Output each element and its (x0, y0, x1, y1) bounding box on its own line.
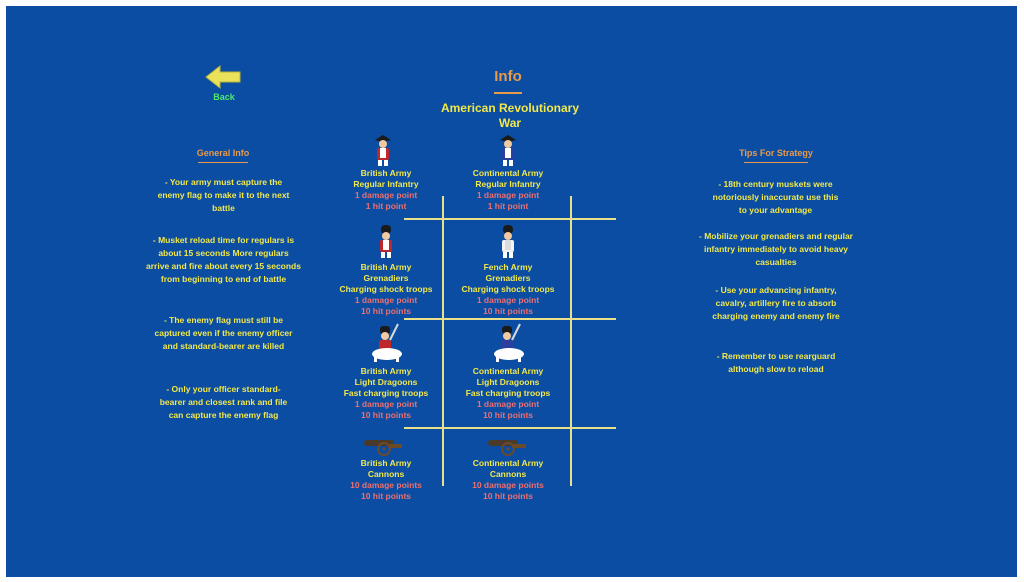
unit-hp: 10 hit points (360, 410, 412, 420)
unit-hp: 10 hit points (482, 491, 534, 501)
tips-paragraph: - Remember to use rearguard although slow to reload (716, 351, 836, 374)
unit-type: Grenadiers (485, 273, 531, 283)
unit-type: Light Dragoons (476, 377, 540, 387)
grid-line-horizontal (404, 218, 616, 220)
unit-type: Cannons (367, 469, 405, 479)
continental-cannon-icon (486, 434, 528, 456)
unit-role: Fast charging troops (465, 388, 551, 398)
unit-name: Continental Army (472, 168, 544, 178)
unit-name: British Army (360, 168, 412, 178)
unit-role: Fast charging troops (343, 388, 429, 398)
info-screen (6, 6, 1017, 577)
unit-card (448, 262, 568, 317)
grid-line-horizontal (404, 318, 616, 320)
unit-damage: 10 damage points (472, 480, 544, 490)
unit-role: Charging shock troops (461, 284, 555, 294)
grid-line-vertical (442, 196, 444, 486)
unit-damage: 1 damage point (476, 190, 540, 200)
unit-card (448, 458, 568, 502)
unit-type: Regular Infantry (475, 179, 541, 189)
general-info-underline (198, 162, 248, 163)
continental-dragoon-icon (490, 322, 528, 362)
unit-card (326, 168, 446, 212)
back-button[interactable] (202, 64, 246, 106)
unit-type: Light Dragoons (354, 377, 418, 387)
page-title: Info (494, 68, 522, 85)
general-info-paragraph: - The enemy flag must still be captured even if the enemy officer and standard-bearer are killed (154, 315, 293, 351)
back-arrow-icon (202, 64, 246, 90)
unit-name: British Army (360, 366, 412, 376)
unit-card (448, 168, 568, 212)
unit-card (326, 366, 446, 421)
unit-hp: 1 hit point (487, 201, 529, 211)
french-grenadier-icon (494, 224, 522, 258)
general-info-paragraph: - Your army must capture the enemy flag to make it to the next battle (157, 177, 290, 213)
unit-card (448, 366, 568, 421)
unit-type: Regular Infantry (353, 179, 419, 189)
title-underline (494, 92, 522, 94)
tips-underline (744, 162, 808, 163)
tips-paragraph: - Use your advancing infantry, cavalry, artillery fire to absorb charging enemy and enemy fire (712, 285, 840, 321)
unit-hp: 1 hit point (365, 201, 407, 211)
unit-type: Grenadiers (363, 273, 409, 283)
unit-damage: 1 damage point (354, 399, 418, 409)
unit-role: Charging shock troops (339, 284, 433, 294)
general-info-paragraph: - Musket reload time for regulars is about 15 seconds More regulars arrive and fire about every 15 seconds from beginning to end of battle (146, 235, 301, 284)
unit-name: British Army (360, 262, 412, 272)
unit-hp: 10 hit points (482, 410, 534, 420)
unit-damage: 10 damage points (350, 480, 422, 490)
general-info-heading: General Info (196, 148, 250, 158)
continental-infantry-icon (494, 134, 522, 166)
grid-line-horizontal (404, 427, 616, 429)
unit-type: Cannons (489, 469, 527, 479)
tips-paragraph: - 18th century muskets were notoriously inaccurate use this to your advantage (712, 179, 839, 215)
unit-card (326, 262, 446, 317)
grid-line-vertical (570, 196, 572, 486)
unit-hp: 10 hit points (360, 306, 412, 316)
british-cannon-icon (362, 434, 404, 456)
unit-card (326, 458, 446, 502)
unit-hp: 10 hit points (360, 491, 412, 501)
page-subtitle: American Revolutionary War (440, 101, 580, 130)
tips-heading: Tips For Strategy (739, 148, 813, 158)
british-dragoon-icon (368, 322, 406, 362)
british-infantry-icon (369, 134, 397, 166)
unit-name: Continental Army (472, 458, 544, 468)
british-grenadier-icon (372, 224, 400, 258)
unit-damage: 1 damage point (476, 295, 540, 305)
back-label: Back (213, 92, 235, 102)
unit-name: Fench Army (483, 262, 533, 272)
unit-damage: 1 damage point (476, 399, 540, 409)
unit-name: British Army (360, 458, 412, 468)
unit-name: Continental Army (472, 366, 544, 376)
general-info-paragraph: - Only your officer standard-bearer and closest rank and file can capture the enemy flag (159, 384, 288, 420)
tips-paragraph: - Mobilize your grenadiers and regular infantry immediately to avoid heavy casualties (699, 231, 853, 267)
unit-damage: 1 damage point (354, 295, 418, 305)
unit-hp: 10 hit points (482, 306, 534, 316)
unit-damage: 1 damage point (354, 190, 418, 200)
